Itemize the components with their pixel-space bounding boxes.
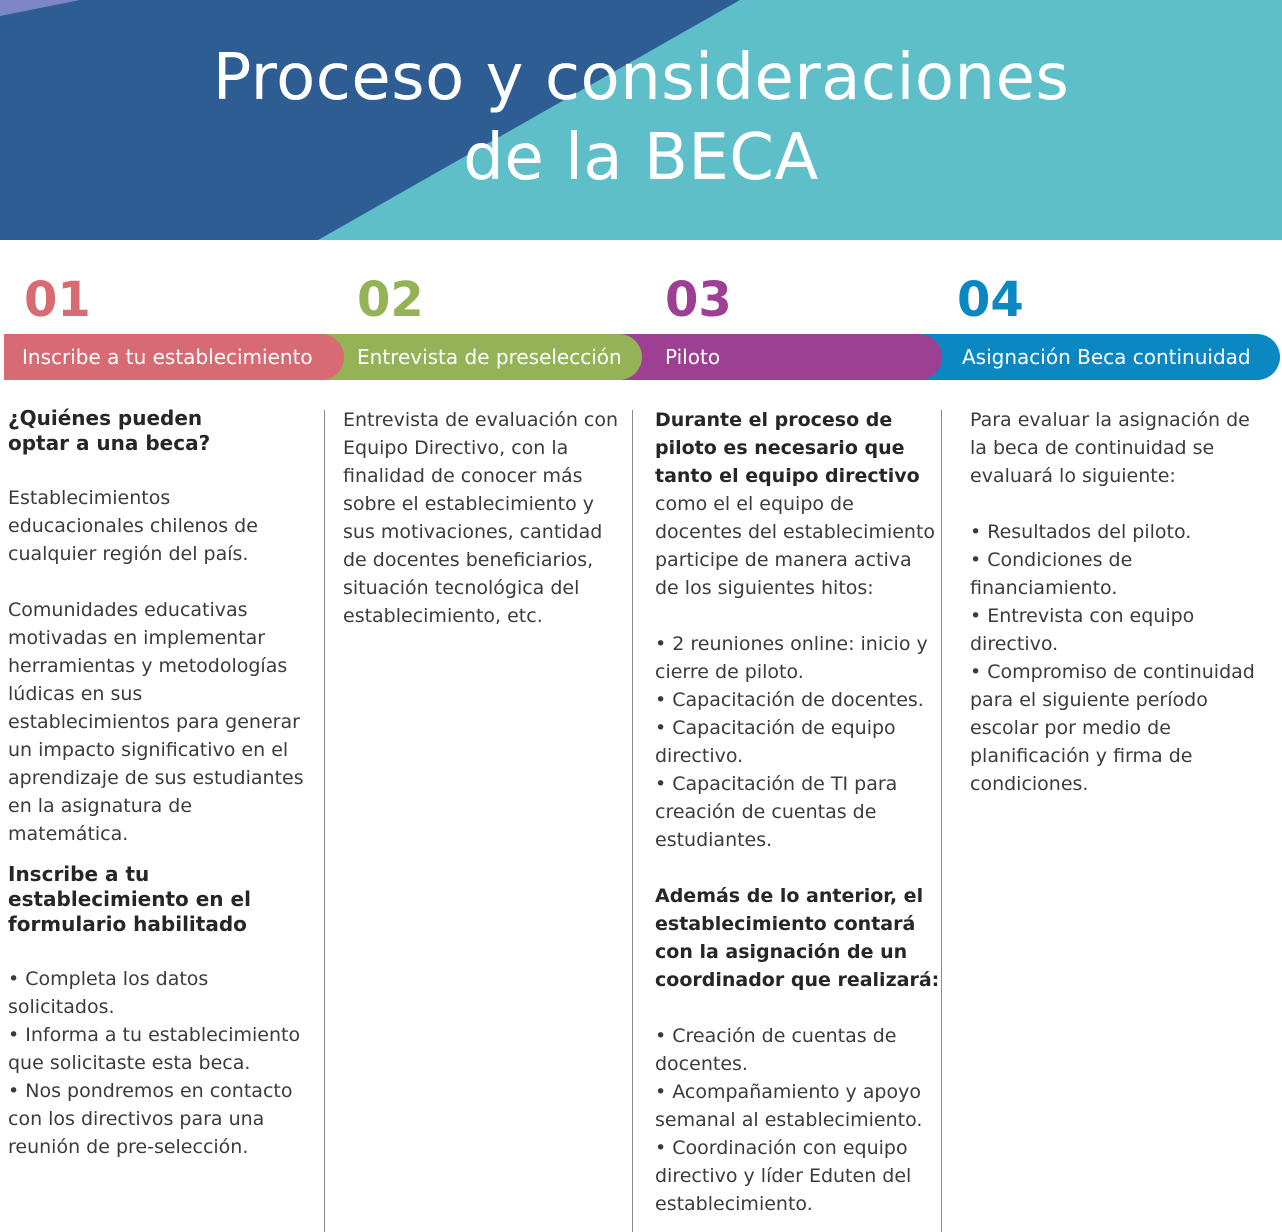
page-title-line-2: de la BECA <box>463 121 819 195</box>
pilot-intro-rest: como el el equipo de docentes del establecimiento participe de manera activa de los siguientes hitos: <box>655 493 936 599</box>
column-entrevista <box>343 406 618 630</box>
page-title-line-1: Proceso y consideraciones <box>212 41 1070 115</box>
coordinator-task: • Coordinación con equipo directivo y líder Eduten del establecimiento. <box>655 1137 912 1215</box>
continuity-criterion: • Entrevista con equipo directivo. <box>970 605 1195 655</box>
coordinator-task: • Acompañamiento y apoyo semanal al establecimiento. <box>655 1081 923 1131</box>
column-divider <box>632 410 633 1232</box>
step-number-03: 03 <box>665 272 732 328</box>
form-bullet: • Completa los datos solicitados. <box>8 968 209 1018</box>
eligibility-paragraph-2: Comunidades educativas motivadas en implementar herramientas y metodologías lúdicas en sus establecimientos para generar un impacto significativo en el aprendizaje de sus estudiantes en la asignatura de matemática. <box>8 599 304 845</box>
pilot-intro-bold: Durante el proceso de piloto es necesario que tanto el equipo directivo <box>655 409 920 487</box>
pilot-milestone: • 2 reuniones online: inicio y cierre de piloto. <box>655 633 928 683</box>
eligibility-heading: ¿Quiénes pueden optar a una beca? <box>8 406 211 455</box>
column-piloto <box>655 406 940 1218</box>
step-number-02: 02 <box>357 272 424 328</box>
continuity-criterion: • Resultados del piloto. <box>970 521 1192 543</box>
column-divider <box>324 410 325 1232</box>
step-bar-piloto <box>620 334 942 380</box>
eligibility-paragraph-1: Establecimientos educacionales chilenos de cualquier región del país. <box>8 487 258 565</box>
pilot-intro <box>655 406 940 602</box>
pilot-milestone: • Capacitación de docentes. <box>655 689 924 711</box>
coordinator-heading: Además de lo anterior, el establecimiento contará con la asignación de un coordinador que realizará: <box>655 885 940 991</box>
step-bar-label: Entrevista de preselección <box>357 345 622 369</box>
step-bar-label: Piloto <box>665 345 721 369</box>
header-banner <box>0 0 1282 240</box>
form-heading: Inscribe a tu establecimiento en el formulario habilitado <box>8 862 251 936</box>
page-title <box>0 38 1282 198</box>
column-divider <box>941 410 942 1232</box>
form-bullet: • Informa a tu establecimiento que solicitaste esta beca. <box>8 1024 301 1074</box>
step-bar-inscribe <box>4 334 344 380</box>
step-bar-entrevista <box>320 334 642 380</box>
step-bar-asignacion <box>900 334 1280 380</box>
step-number-01: 01 <box>24 272 91 328</box>
continuity-criterion: • Condiciones de financiamiento. <box>970 549 1133 599</box>
pilot-milestone: • Capacitación de TI para creación de cuentas de estudiantes. <box>655 773 898 851</box>
step-bar-label: Asignación Beca continuidad <box>962 345 1251 369</box>
pilot-milestone: • Capacitación de equipo directivo. <box>655 717 896 767</box>
continuity-criterion: • Compromiso de continuidad para el siguiente período escolar por medio de planificación y firma de condiciones. <box>970 661 1255 795</box>
form-bullet: • Nos pondremos en contacto con los directivos para una reunión de pre-selección. <box>8 1080 293 1158</box>
continuity-intro: Para evaluar la asignación de la beca de continuidad se evaluará lo siguiente: <box>970 409 1250 487</box>
coordinator-task: • Creación de cuentas de docentes. <box>655 1025 897 1075</box>
step-bar-label: Inscribe a tu establecimiento <box>22 345 313 369</box>
column-inscribe <box>8 406 308 1161</box>
step-number-04: 04 <box>957 272 1024 328</box>
column-asignacion <box>970 406 1260 798</box>
interview-description: Entrevista de evaluación con Equipo Directivo, con la finalidad de conocer más sobre el establecimiento y sus motivaciones, cantidad de docentes beneficiarios, situación tecnológica del establecimiento, etc. <box>343 409 619 627</box>
